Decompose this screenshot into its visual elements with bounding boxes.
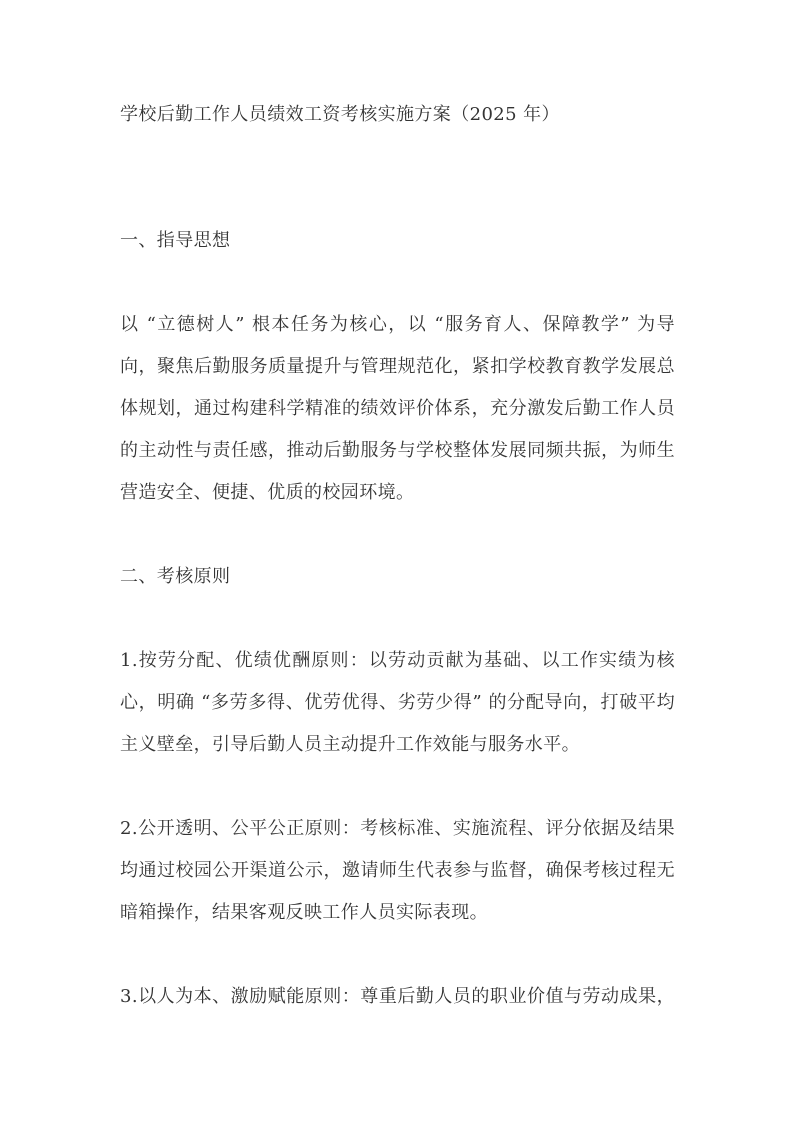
- paragraph-principle-1: 1.按劳分配、优绩优酬原则：以劳动贡献为基础、以工作实绩为核心，明确 “多劳多得、优劳优得、劣劳少得” 的分配导向，打破平均主义壁垒，引导后勤人员主动提升工作效能与服务水平。: [120, 650, 675, 755]
- paragraph-principle-3: 3.以人为本、激励赋能原则：尊重后勤人员的职业价值与劳动成果，: [120, 986, 675, 1007]
- section-heading-guiding-ideology: 一、指导思想: [120, 230, 231, 251]
- section-heading-assessment-principles: 二、考核原则: [120, 566, 231, 587]
- paragraph-principle-2: 2.公开透明、公平公正原则：考核标准、实施流程、评分依据及结果均通过校园公开渠道公示，邀请师生代表参与监督，确保考核过程无暗箱操作，结果客观反映工作人员实际表现。: [120, 818, 675, 923]
- paragraph-guiding-ideology: 以 “立德树人” 根本任务为核心，以 “服务育人、保障教学” 为导向，聚焦后勤服务质量提升与管理规范化，紧扣学校教育教学发展总体规划，通过构建科学精准的绩效评价体系，充分激发后勤工作人员的主动性与责任感，推动后勤服务与学校整体发展同频共振，为师生营造安全、便捷、优质的校园环境。: [120, 314, 675, 503]
- document-title: 学校后勤工作人员绩效工资考核实施方案（2025 年）: [120, 104, 560, 125]
